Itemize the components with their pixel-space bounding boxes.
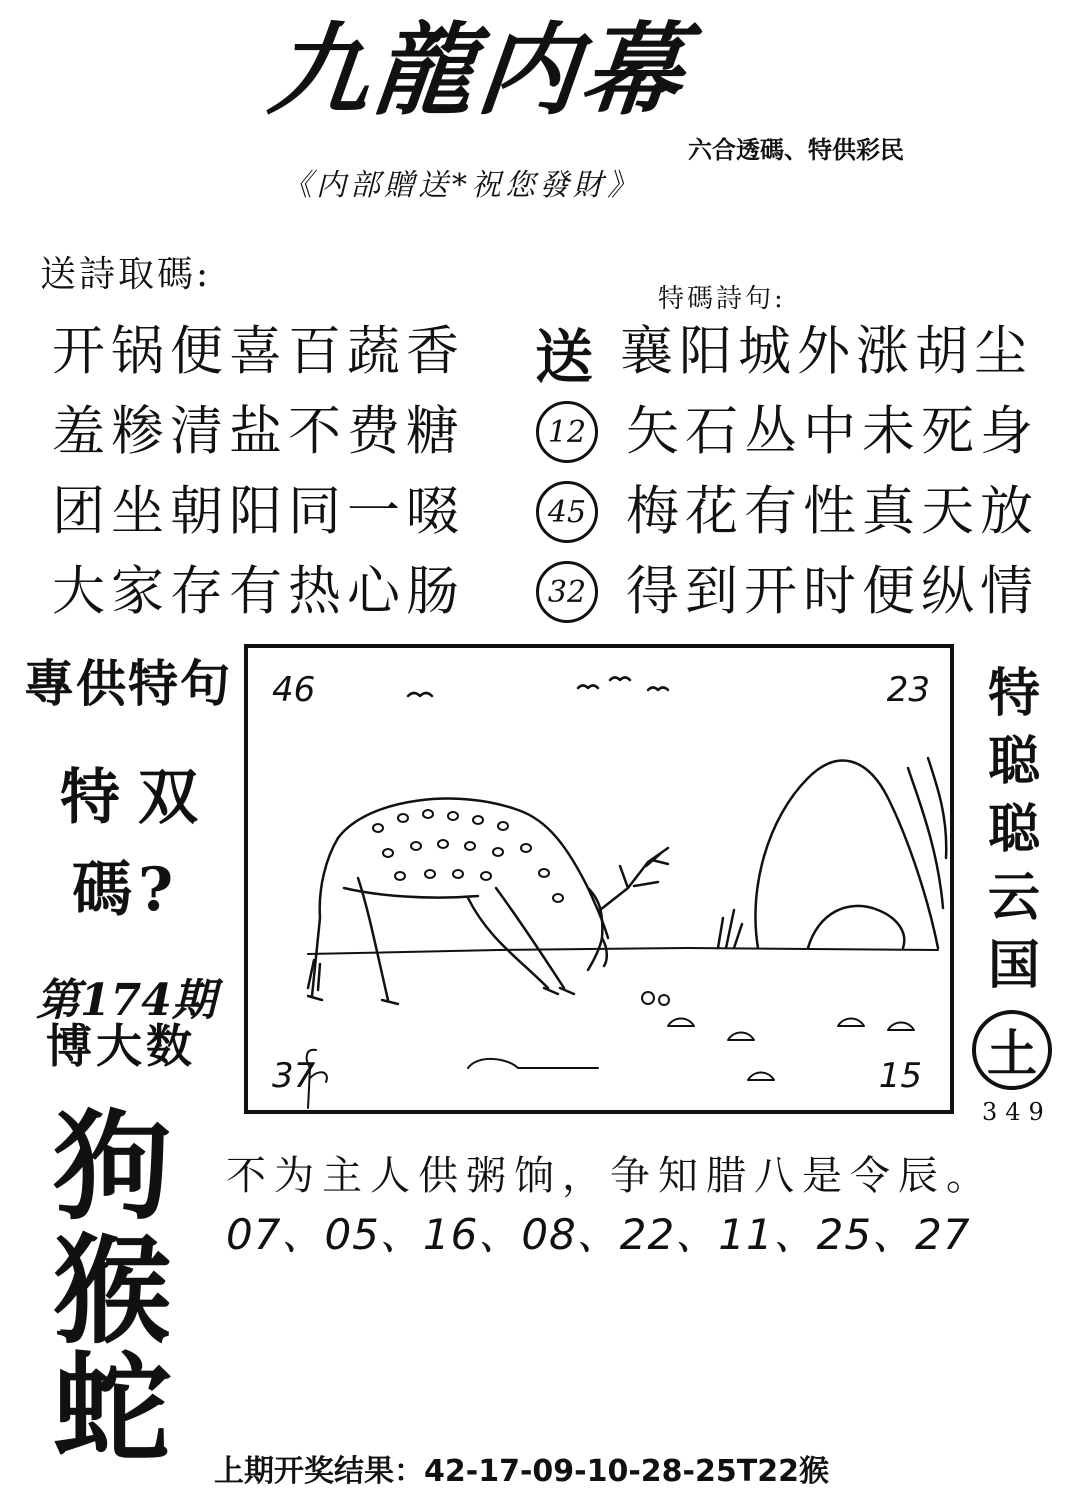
poem-left-line: 大家存有热心肠: [52, 561, 465, 622]
deer-illustration: [248, 648, 950, 1110]
side-vertical-text: [984, 660, 1044, 1000]
poem-marker-send: 送: [534, 323, 593, 391]
zodiac-char: 猴: [52, 1221, 171, 1360]
poem-right-row: [532, 552, 1039, 632]
number-list: 07、05、16、08、22、11、25、27: [226, 1210, 971, 1259]
zodiac-char: 狗: [52, 1097, 171, 1236]
element-numbers: 349: [982, 1098, 1052, 1126]
poem-right-line: 梅花有性真天放: [626, 481, 1039, 542]
circled-number: 32: [536, 561, 598, 623]
poem-left-heading: 送詩取碼:: [40, 254, 212, 295]
poem-right-line: 襄阳城外涨胡尘: [620, 321, 1033, 382]
special-heading: 專供特句: [24, 654, 232, 713]
circled-number: 12: [536, 401, 598, 463]
poem-right-row: [532, 312, 1039, 392]
corner-number: 23: [886, 670, 930, 710]
page-title: 九龍内幕: [263, 11, 693, 129]
side-char: 云: [987, 867, 1040, 928]
poem-right-row: [532, 472, 1039, 552]
poem-right-heading: 特碼詩句:: [658, 284, 786, 314]
poem-right: [532, 312, 1039, 632]
riddle-text: 不为主人供粥饷，争知腊八是令辰。: [226, 1153, 994, 1199]
tagline: 六合透碼、特供彩民: [688, 135, 904, 164]
poem-right-line: 矢石丛中未死身: [626, 401, 1039, 462]
corner-number: 37: [272, 1056, 316, 1096]
side-char: 聪: [987, 731, 1040, 792]
element-badge: 土: [972, 1010, 1052, 1090]
poem-right-line: 得到开时便纵情: [626, 561, 1039, 622]
subject-label: 博大数: [46, 1019, 196, 1073]
poem-left-line: 羞糁清盐不费糖: [52, 401, 465, 462]
period-label: 第174期: [36, 975, 216, 1026]
subtitle: 《内部贈送*祝您發財》: [282, 168, 641, 203]
poem-left: [52, 312, 465, 632]
last-result: 上期开奖结果：42-17-09-10-28-25T22猴: [214, 1454, 829, 1489]
special-answer: 碼?: [72, 855, 180, 925]
side-char: 聪: [987, 799, 1040, 860]
side-char: 国: [987, 935, 1040, 996]
poem-left-line: 开锅便喜百蔬香: [52, 321, 465, 382]
corner-number: 46: [272, 670, 316, 710]
poem-right-row: [532, 392, 1039, 472]
special-answer: 特双: [60, 763, 216, 833]
illustration-frame: [244, 644, 954, 1114]
circled-number: 45: [536, 481, 598, 543]
poem-left-line: 团坐朝阳同一啜: [52, 481, 465, 542]
corner-number: 15: [878, 1056, 922, 1096]
side-char: 特: [987, 663, 1040, 724]
zodiac-char: 蛇: [52, 1339, 171, 1478]
